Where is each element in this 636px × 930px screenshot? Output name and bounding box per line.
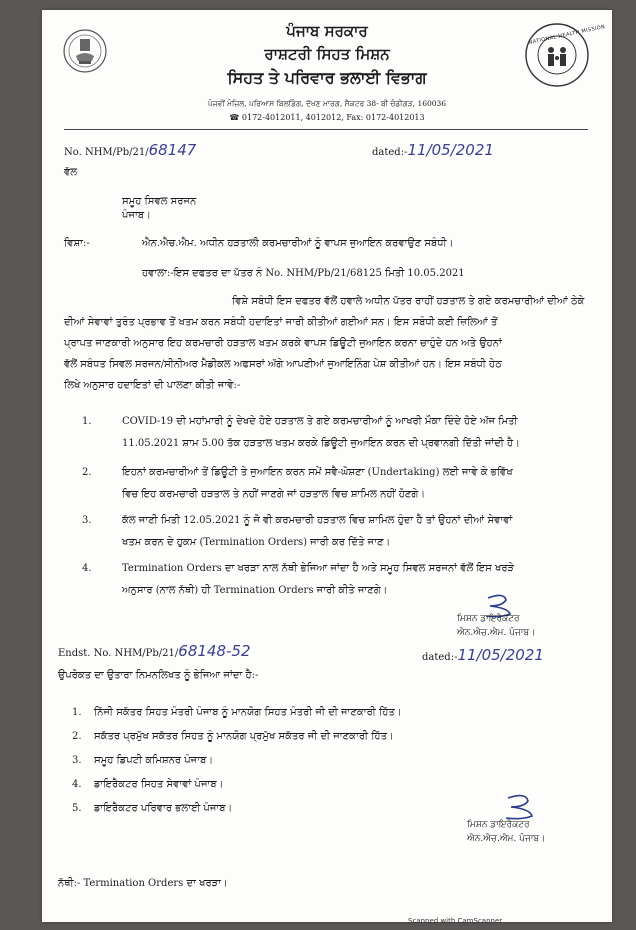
endorsement-item: ਡਾਇਰੈਕਟਰ ਸਿਹਤ ਸੇਵਾਵਾਂ ਪੰਜਾਬ। (94, 779, 224, 790)
endorsement-intro: ਉਪਰੋਕਤ ਦਾ ਉਤਾਰਾ ਨਿਮਨਲਿਖਤ ਨੂੰ ਭੇਜਿਆ ਜਾਂਦਾ ਹੈ:- (58, 670, 259, 681)
phone-icon: ☎ (229, 113, 240, 122)
header-phone: 0172-4012011, 4012012, Fax: 0172-4012013 (241, 113, 425, 122)
body-line: ਵੱਲੋਂ ਸਬੰਧਤ ਸਿਵਲ ਸਰਜਨ/ਸੀਨੀਅਰ ਮੈਡੀਕਲ ਅਫਸਰਾਂ ਅੱਗੇ ਆਪਣੀਆਂ ਜੁਆਇਨਿੰਗ ਪੇਸ਼ ਕੀਤੀਆਂ ਹਨ। ਇਸ ਸਬੰਧੀ ਹੇਠ (64, 359, 502, 370)
endorsement-item: ਸਮੂਹ ਡਿਪਟੀ ਕਮਿਸ਼ਨਰ ਪੰਜਾਬ। (94, 755, 214, 766)
reference-line: ਹਵਾਲਾ:-ਇਸ ਦਫਤਰ ਦਾ ਪੱਤਰ ਨੰ No. NHM/Pb/21/68125 ਮਿਤੀ 10.05.2021 (142, 268, 465, 279)
header-line-2: ਰਾਸ਼ਟਰੀ ਸਿਹਤ ਮਿਸ਼ਨ (264, 45, 390, 63)
header-phone-row (42, 113, 612, 122)
endorsement-item: ਡਾਇਰੈਕਟਰ ਪਰਿਵਾਰ ਭਲਾਈ ਪੰਜਾਬ। (94, 803, 233, 814)
nhm-logo-label: NATIONAL HEALTH MISSION (528, 23, 606, 47)
signature-1-org: ਐਨ.ਐਚ.ਐਮ. ਪੰਜਾਬ। (457, 628, 536, 638)
endorsement-item: ਨਿੱਜੀ ਸਕੱਤਰ ਸਿਹਤ ਮੰਤਰੀ ਪੰਜਾਬ ਨੂੰ ਮਾਨਯੋਗ ਸਿਹਤ ਮੰਤਰੀ ਜੀ ਦੀ ਜਾਣਕਾਰੀ ਹਿੱਤ। (94, 707, 402, 718)
body-line: ਪ੍ਰਾਪਤ ਜਾਣਕਾਰੀ ਅਨੁਸਾਰ ਇਹ ਕਰਮਚਾਰੀ ਹੜਤਾਲ ਖਤਮ ਕਰਕੇ ਵਾਪਸ ਡਿਊਟੀ ਜੁਆਇਨ ਕਰਨਾ ਚਾਹੁੰਦੇ ਹਨ ਅਤੇ ਉਹਨਾਂ (64, 338, 502, 349)
header-address: ਪੰਜਵੀਂ ਮੰਜ਼ਿਲ, ਪਰਿਆਸ ਬਿਲਡਿੰਗ, ਦੱਖਣ ਮਾਰਗ, ਸੈਕਟਰ 38- ਬੀ ਚੰਡੀਗੜ, 160036 (207, 99, 447, 108)
subject-text: ਐਨ.ਐਚ.ਐਮ. ਅਧੀਨ ਹੜਤਾਲੀ ਕਰਮਚਾਰੀਆਂ ਨੂੰ ਵਾਪਸ ਜੁਆਇਨ ਕਰਵਾਉਣ ਸਬੰਧੀ। (142, 238, 454, 249)
signature-1-title: ਮਿਸ਼ਨ ਡਾਇਰੈਕਟਰ (457, 614, 520, 624)
header-line-3: ਸਿਹਤ ਤੇ ਪਰਿਵਾਰ ਭਲਾਈ ਵਿਭਾਗ (227, 68, 427, 87)
scanner-watermark: Scanned with CamScanner (408, 917, 503, 925)
body-line: ਦੀਆਂ ਸੇਵਾਵਾਂ ਤੁਰੰਤ ਪ੍ਰਭਾਵ ਤੋਂ ਖਤਮ ਕਰਨ ਸਬੰਧੀ ਹਦਾਇਤਾਂ ਜਾਰੀ ਕੀਤੀਆਂ ਗਈਆਂ ਸਨ। ਇਸ ਸਬੰਧੀ ਕਈ ਜ਼ਿਲਿਆਂ ਤੋਂ (64, 317, 498, 328)
letter-number: No. NHM/Pb/21/68147 (64, 141, 197, 159)
enclosure-line: ਨੱਥੀ:- Termination Orders ਦਾ ਖਰੜਾ। (58, 878, 228, 889)
letter-date: dated:-11/05/2021 (372, 141, 494, 159)
endorsement-number: Endst. No. NHM/Pb/21/68148-52 (58, 642, 251, 660)
endorsement-number-hand: 68148-52 (178, 642, 251, 660)
letter-date-hand: 11/05/2021 (407, 141, 494, 159)
body-line: ਵਿਸ਼ੇ ਸਬੰਧੀ ਇਸ ਦਫਤਰ ਵੱਲੋਂ ਹਵਾਲੇ ਅਧੀਨ ਪੱਤਰ ਰਾਹੀਂ ਹੜਤਾਲ ਤੇ ਗਏ ਕਰਮਚਾਰੀਆਂ ਦੀਆਂ ਠੇਕੇ (232, 296, 585, 307)
header-line-1: ਪੰਜਾਬ ਸਰਕਾਰ (286, 22, 368, 40)
letter-number-hand: 68147 (148, 141, 197, 159)
signature-2-org: ਐਨ.ਐਚ.ਐਮ. ਪੰਜਾਬ। (467, 834, 546, 844)
to-word: ਵੱਲ (64, 167, 78, 178)
header-divider (64, 129, 588, 130)
addressee-line-1: ਸਮੂਹ ਸਿਵਲ ਸਰਜਨ (122, 196, 197, 207)
endorsement-date-hand: 11/05/2021 (457, 646, 544, 664)
endorsement-item: ਸਕੱਤਰ ਪ੍ਰਮੁੱਖ ਸਕੱਤਰ ਸਿਹਤ ਨੂੰ ਮਾਨਯੋਗ ਪ੍ਰਮੁੱਖ ਸਕੱਤਰ ਜੀ ਦੀ ਜਾਣਕਾਰੀ ਹਿੱਤ। (94, 731, 394, 742)
signature-2-title: ਮਿਸ਼ਨ ਡਾਇਰੈਕਟਰ (467, 820, 530, 830)
addressee-line-2: ਪੰਜਾਬ। (122, 210, 151, 221)
letter-page: NATIONAL HEALTH MISSION ਪੰਜਾਬ ਸਰਕਾਰ ਰਾਸ਼ਟਰੀ ਸਿਹਤ ਮਿਸ਼ਨ ਸਿਹਤ ਤੇ ਪਰਿਵਾਰ ਭਲਾਈ ਵਿਭਾਗ ਪੰਜਵੀਂ ਮੰਜ਼ਿਲ, ਪਰਿਆਸ ਬਿਲਡਿੰਗ, ਦੱਖਣ ਮਾਰਗ, ਸੈਕਟਰ 38- ਬੀ ਚੰਡੀਗੜ, 160036 ☎ 0172-4012011, 4012012, Fax: 0172-4012013 No. NHM/Pb/21/68147 dated:-11/05/2021 ਵੱਲ ਸਮੂਹ ਸਿਵਲ ਸਰਜਨ ਪੰਜਾਬ। ਵਿਸ਼ਾ:- ਐਨ.ਐਚ.ਐਮ. ਅਧੀਨ ਹੜਤਾਲੀ ਕਰਮਚਾਰੀਆਂ ਨੂੰ ਵਾਪਸ ਜੁਆਇਨ ਕਰਵਾਉਣ ਸਬੰਧੀ। ਹਵਾਲਾ:-ਇਸ ਦਫਤਰ ਦਾ ਪੱਤਰ ਨੰ No. NHM/Pb/21/68125 ਮਿਤੀ 10.05.2021 ਵਿਸ਼ੇ ਸਬੰਧੀ ਇਸ ਦਫਤਰ ਵੱਲੋਂ ਹਵਾਲੇ ਅਧੀਨ ਪੱਤਰ ਰਾਹੀਂ ਹੜਤਾਲ ਤੇ ਗਏ ਕਰਮਚਾਰੀਆਂ ਦੀਆਂ ਠੇਕੇ ਦੀਆਂ ਸੇਵਾਵਾਂ ਤੁਰੰਤ ਪ੍ਰਭਾਵ ਤੋਂ ਖਤਮ ਕਰਨ ਸਬੰਧੀ ਹਦਾਇਤਾਂ ਜਾਰੀ ਕੀਤੀਆਂ ਗਈਆਂ ਸਨ। ਇਸ ਸਬੰਧੀ ਕਈ ਜ਼ਿਲਿਆਂ ਤੋਂ ਪ੍ਰਾਪਤ ਜਾਣਕਾਰੀ ਅਨੁਸਾਰ ਇਹ ਕਰਮਚਾਰੀ ਹੜਤਾਲ ਖਤਮ ਕਰਕੇ ਵਾਪਸ ਡਿਊਟੀ ਜੁਆਇਨ ਕਰਨਾ ਚਾਹੁੰਦੇ ਹਨ ਅਤੇ ਉਹਨਾਂ ਵੱਲੋਂ ਸਬੰਧਤ ਸਿਵਲ ਸਰਜਨ/ਸੀਨੀਅਰ ਮੈਡੀਕਲ ਅਫਸਰਾਂ ਅੱਗੇ ਆਪਣੀਆਂ ਜੁਆਇਨਿੰਗ ਪੇਸ਼ ਕੀਤੀਆਂ ਹਨ। ਇਸ ਸਬੰਧੀ ਹੇਠ ਲਿਖੇ ਅਨੁਸਾਰ ਹਦਾਇਤਾਂ ਦੀ ਪਾਲਣਾ ਕੀਤੀ ਜਾਵੇ:- 1. COVID-19 ਦੀ ਮਹਾਂਮਾਰੀ ਨੂੰ ਦੇਖਦੇ ਹੋਏ ਹੜਤਾਲ ਤੇ ਗਏ ਕਰਮਚਾਰੀਆਂ ਨੂੰ ਆਖਰੀ ਮੌਕਾ ਦਿੰਦੇ ਹੋਏ ਅੱਜ ਮਿਤੀ 11.05.2021 ਸ਼ਾਮ 5.00 ਤੱਕ ਹੜਤਾਲ ਖਤਮ ਕਰਕੇ ਡਿਊਟੀ ਜੁਆਇਨ ਕਰਨ ਦੀ ਪ੍ਰਵਾਨਗੀ ਦਿੱਤੀ ਜਾਂਦੀ ਹੈ। 2. ਇਹਨਾਂ ਕਰਮਚਾਰੀਆਂ ਤੋਂ ਡਿਊਟੀ ਤੇ ਜੁਆਇਨ ਕਰਨ ਸਮੇਂ ਸਵੈ-ਘੋਸ਼ਣਾ (Undertaking) ਲਈ ਜਾਵੇ ਕੇ ਭਵਿੱਖ ਵਿਚ ਇਹ ਕਰਮਚਾਰੀ ਹੜਤਾਲ ਤੇ ਨਹੀਂ ਜਾਣਗੇ ਜਾਂ ਹੜਤਾਲ ਵਿਚ ਸ਼ਾਮਿਲ ਨਹੀਂ ਹੋਣਗੇ। 3. ਕੱਲ ਜਾਣੀ ਮਿਤੀ 12.05.2021 ਨੂੰ ਜੋ ਵੀ ਕਰਮਚਾਰੀ ਹੜਤਾਲ ਵਿਚ ਸ਼ਾਮਿਲ ਹੁੰਦਾ ਹੈ ਤਾਂ ਉਹਨਾਂ ਦੀਆਂ ਸੇਵਾਵਾਂ ਖਤਮ ਕਰਨ ਦੇ ਹੁਕਮ (Termination Orders) ਜਾਰੀ ਕਰ ਦਿੱਤੇ ਜਾਣ। 4. Termination Orders ਦਾ ਖਰੜਾ ਨਾਲ ਨੱਥੀ ਭੇਜਿਆ ਜਾਂਦਾ ਹੈ ਅਤੇ ਸਮੂਹ ਸਿਵਲ ਸਰਜਨਾਂ ਵੱਲੋਂ ਇਸ ਖਰੜੇ ਅਨੁਸਾਰ (ਨਾਲ ਨੱਥੀ) ਹੀ Termination Orders ਜਾਰੀ ਕੀਤੇ ਜਾਣਗੇ। ਮਿਸ਼ਨ ਡਾਇਰੈਕਟਰ ਐਨ.ਐਚ.ਐਮ. ਪੰਜਾਬ। Endst. No. NHM/Pb/21/68148-52 dated:-11/05/2021 ਉਪਰੋਕਤ ਦਾ ਉਤਾਰਾ ਨਿਮਨਲਿਖਤ ਨੂੰ ਭੇਜਿਆ ਜਾਂਦਾ ਹੈ:- 1. ਨਿੱਜੀ ਸਕੱਤਰ ਸਿਹਤ ਮੰਤਰੀ ਪੰਜਾਬ ਨੂੰ ਮਾਨਯੋਗ ਸਿਹਤ ਮੰਤਰੀ ਜੀ ਦੀ ਜਾਣਕਾਰੀ ਹਿੱਤ। 2. ਸਕੱਤਰ ਪ੍ਰਮੁੱਖ ਸਕੱਤਰ ਸਿਹਤ ਨੂੰ ਮਾਨਯੋਗ ਪ੍ਰਮੁੱਖ ਸਕੱਤਰ ਜੀ ਦੀ ਜਾਣਕਾਰੀ ਹਿੱਤ। 3. ਸਮੂਹ ਡਿਪਟੀ ਕਮਿਸ਼ਨਰ ਪੰਜਾਬ। 4. ਡਾਇਰੈਕਟਰ ਸਿਹਤ ਸੇਵਾਵਾਂ ਪੰਜਾਬ। 5. ਡਾਇਰੈਕਟਰ ਪਰਿਵਾਰ ਭਲਾਈ ਪੰਜਾਬ। ਮਿਸ਼ਨ ਡਾਇਰੈਕਟਰ ਐਨ.ਐਚ.ਐਮ. ਪੰਜਾਬ। ਨੱਥੀ:- Termination Orders ਦਾ ਖਰੜਾ। Scanned with CamScanner (42, 10, 612, 922)
body-line: ਲਿਖੇ ਅਨੁਸਾਰ ਹਦਾਇਤਾਂ ਦੀ ਪਾਲਣਾ ਕੀਤੀ ਜਾਵੇ:- (64, 380, 241, 391)
endorsement-date: dated:-11/05/2021 (422, 646, 544, 664)
subject-label: ਵਿਸ਼ਾ:- (64, 238, 90, 249)
